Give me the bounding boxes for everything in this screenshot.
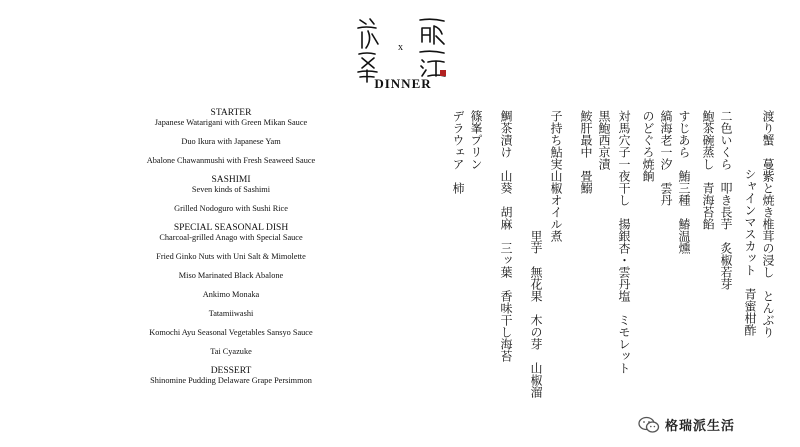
- section-starter: [118, 108, 344, 166]
- jp-menu-column: 鮟肝最中 畳鰯: [579, 110, 593, 194]
- jp-menu-column: 二色いくら 叩き長芋 炙椒若芽: [719, 110, 733, 290]
- menu-title: DINNER: [374, 76, 432, 91]
- jp-menu-column: 子持ち鮎実山椒オイル煮: [549, 110, 563, 242]
- jp-menu-column: 里芋 無花果 木の芽 山椒溜: [529, 230, 543, 398]
- menu-item: Duo Ikura with Japanese Yam: [181, 137, 281, 146]
- menu-item: Ankimo Monaka: [202, 290, 260, 299]
- watermark-text: 格瑞派生活: [665, 419, 736, 434]
- section-title: SASHIMI: [211, 175, 251, 185]
- jp-menu-column: 鯛茶漬け 山葵 胡麻 三ッ葉 香味干し海苔: [499, 110, 513, 362]
- section-special-seasonal: [118, 223, 344, 357]
- jp-menu-column: 黒鮑西京漬: [597, 110, 611, 170]
- menu-item: Komochi Ayu Seasonal Vegetables Sansyo Sauce: [149, 328, 313, 337]
- japanese-menu: [400, 110, 800, 410]
- section-sashimi: [118, 175, 344, 214]
- watermark: [638, 415, 735, 434]
- jp-menu-column: デラウェア 柿: [451, 110, 465, 194]
- menu-item: Abalone Chawanmushi with Fresh Seaweed Sauce: [146, 156, 316, 165]
- menu-item: Charcoal-grilled Anago with Special Sauce: [159, 233, 303, 242]
- jp-menu-column: 篠峯プリン: [469, 110, 483, 170]
- jp-menu-column: 縞海老一汐 雲丹: [659, 110, 673, 206]
- menu-item: Tatamiiwashi: [208, 309, 254, 318]
- jp-menu-column: 鮑茶碗蒸し 青海苔餡: [701, 110, 715, 230]
- menu-item: Tai Cyazuke: [210, 347, 252, 356]
- jp-menu-column: 渡り蟹 蔓紫と焼き椎茸の浸し とんぶり: [761, 110, 775, 338]
- section-title: SPECIAL SEASONAL DISH: [173, 223, 289, 233]
- header-separator: x: [398, 42, 403, 53]
- menu-item: Fried Ginko Nuts with Uni Salt & Mimolette: [156, 252, 306, 261]
- menu-item: Japanese Watarigani with Green Mikan Sauce: [154, 118, 308, 127]
- jp-menu-column: すじあら 鮪三種 鰆温燻: [677, 110, 691, 254]
- menu-item: Seven kinds of Sashimi: [191, 185, 271, 194]
- jp-menu-column: シャインマスカット 青蜜柑酢: [743, 168, 757, 336]
- section-title: DESSERT: [210, 366, 252, 376]
- menu-item: Grilled Nodoguro with Sushi Rice: [174, 204, 288, 213]
- section-title: STARTER: [210, 108, 252, 118]
- section-dessert: [118, 366, 344, 386]
- jp-menu-column: 対馬穴子一夜干し 揚銀杏・雲丹塩 ミモレット: [617, 110, 631, 374]
- menu-item: Shinomine Pudding Delaware Grape Persimmon: [150, 376, 312, 385]
- menu-item: Miso Marinated Black Abalone: [178, 271, 284, 280]
- english-menu: [118, 108, 344, 386]
- jp-menu-column: のどぐろ焼餉: [641, 110, 655, 182]
- wechat-icon: [638, 416, 660, 434]
